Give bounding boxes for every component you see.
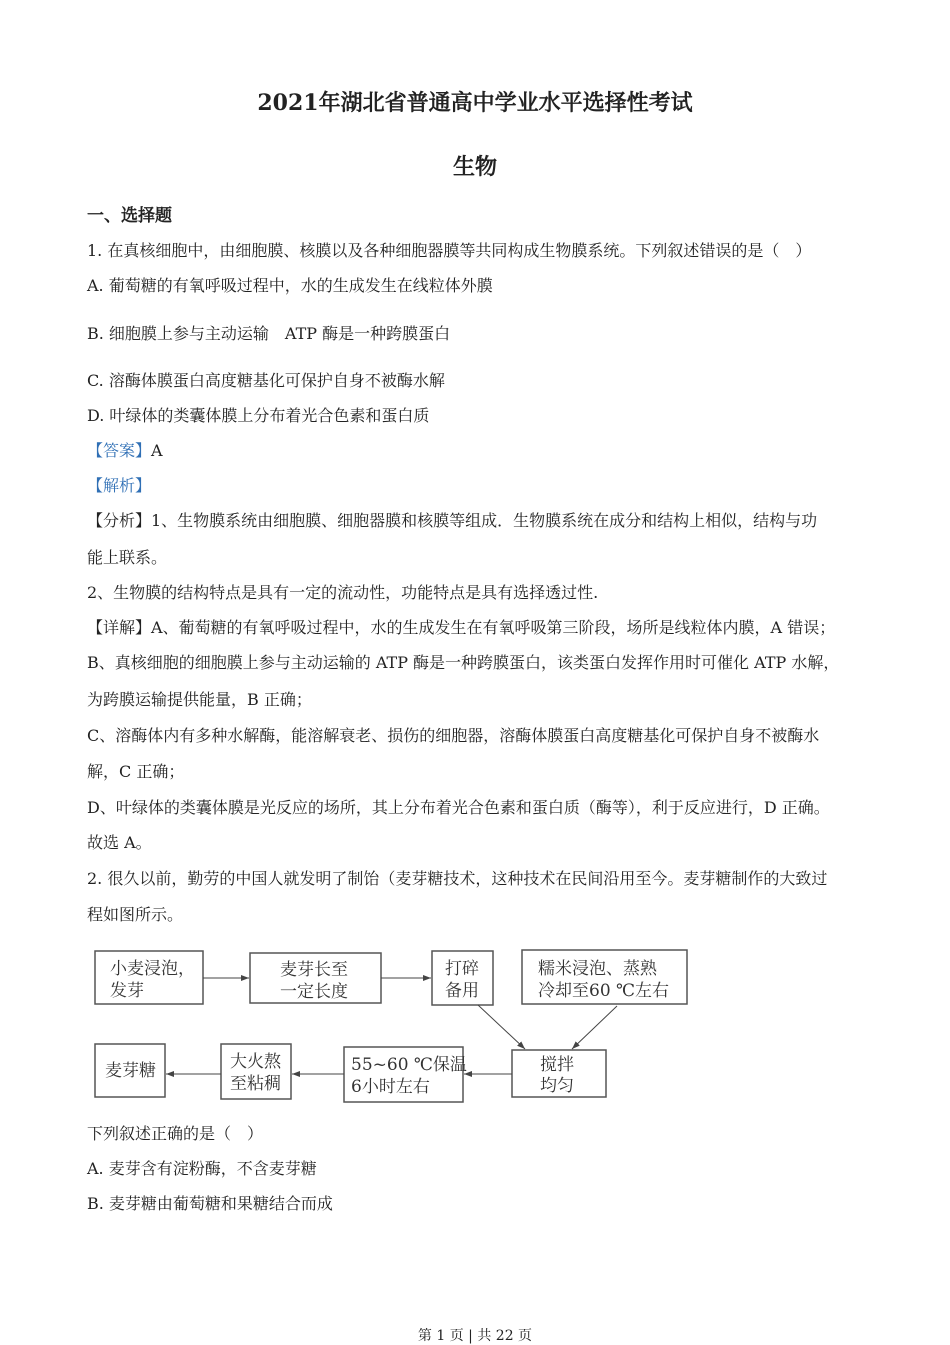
diagram-box-text: 小麦浸泡， xyxy=(110,959,195,979)
diagram-box-text: 备用 xyxy=(445,981,479,1001)
diagram-box-text: 至粘稠 xyxy=(230,1074,281,1094)
question-2-stem: 程如图所示。 xyxy=(87,905,184,924)
diagram-box-text: 均匀 xyxy=(540,1076,574,1096)
diagram-box-text: 糯米浸泡、蒸熟 xyxy=(538,959,657,979)
diagram-box-text: 麦芽长至 xyxy=(280,960,348,980)
diagram-box-text: 大火熬 xyxy=(230,1052,281,1072)
diagram-box-text: 打碎 xyxy=(445,959,479,979)
analysis-label: 【解析】 xyxy=(87,476,152,495)
question-1-option-a: A. 葡萄糖的有氧呼吸过程中，水的生成发生在线粒体外膜 xyxy=(87,276,493,295)
question-1-option-d: D. 叶绿体的类囊体膜上分布着光合色素和蛋白质 xyxy=(87,406,430,425)
analysis-line: C、溶酶体内有多种水解酶，能溶解衰老、损伤的细胞器，溶酶体膜蛋白高度糖基化可保护自身不被酶水 xyxy=(87,726,820,745)
question-2-option-b: B. 麦芽糖由葡萄糖和果糖结合而成 xyxy=(87,1194,333,1213)
diagram-box-text: 搅拌 xyxy=(540,1055,574,1075)
question-1-option-c: C. 溶酶体膜蛋白高度糖基化可保护自身不被酶水解 xyxy=(87,371,445,390)
analysis-line: 故选 A。 xyxy=(87,833,152,852)
question-1-stem: 1. 在真核细胞中，由细胞膜、核膜以及各种细胞器膜等共同构成生物膜系统。下列叙述错误的是（ ） xyxy=(87,241,812,260)
analysis-line: 解，C 正确； xyxy=(87,762,185,781)
answer-label: 【答案】 xyxy=(87,441,152,460)
answer-value: A xyxy=(151,441,163,460)
diagram-box-text: 发芽 xyxy=(110,981,144,1001)
analysis-line: B、真核细胞的细胞膜上参与主动运输的 ATP 酶是一种跨膜蛋白，该类蛋白发挥作用时可催化 ATP 水解， xyxy=(87,653,840,672)
diagram-box-text: 6小时左右 xyxy=(351,1077,430,1097)
analysis-line: 【分析】1、生物膜系统由细胞膜、细胞器膜和核膜等组成．生物膜系统在成分和结构上相似，结构与功 xyxy=(87,511,818,530)
diagram-box-text: 55~60 ℃保温 xyxy=(351,1055,467,1075)
section-heading: 一、选择题 xyxy=(87,206,172,226)
question-2-option-a: A. 麦芽含有淀粉酶，不含麦芽糖 xyxy=(87,1159,317,1178)
analysis-line: D、叶绿体的类囊体膜是光反应的场所，其上分布着光合色素和蛋白质（酶等），利于反应进行，D 正确。 xyxy=(87,798,830,817)
analysis-line: 能上联系。 xyxy=(87,548,168,567)
analysis-line: 为跨膜运输提供能量，B 正确； xyxy=(87,690,312,709)
page-footer: 第 1 页 | 共 22 页 xyxy=(417,1328,533,1344)
diagram-box-text: 一定长度 xyxy=(280,982,348,1002)
question-2-stem: 2. 很久以前，勤劳的中国人就发明了制饴（麦芽糖技术，这种技术在民间沿用至今。麦芽糖制作的大致过 xyxy=(87,869,828,888)
analysis-line: 2、生物膜的结构特点是具有一定的流动性，功能特点是具有选择透过性. xyxy=(87,583,599,602)
question-1-option-b: B. 细胞膜上参与主动运输 ATP 酶是一种跨膜蛋白 xyxy=(87,324,451,343)
subject-title: 生物 xyxy=(452,154,497,180)
diagram-box-text: 麦芽糖 xyxy=(105,1061,156,1081)
document-title: 2021年湖北省普通高中学业水平选择性考试 xyxy=(257,90,693,116)
analysis-line: 【详解】A、葡萄糖的有氧呼吸过程中，水的生成发生在有氧呼吸第三阶段，场所是线粒体内膜，A 错误； xyxy=(87,618,836,637)
diagram-box-text: 冷却至60 ℃左右 xyxy=(538,981,670,1001)
question-2-prompt: 下列叙述正确的是（ ） xyxy=(87,1124,264,1143)
